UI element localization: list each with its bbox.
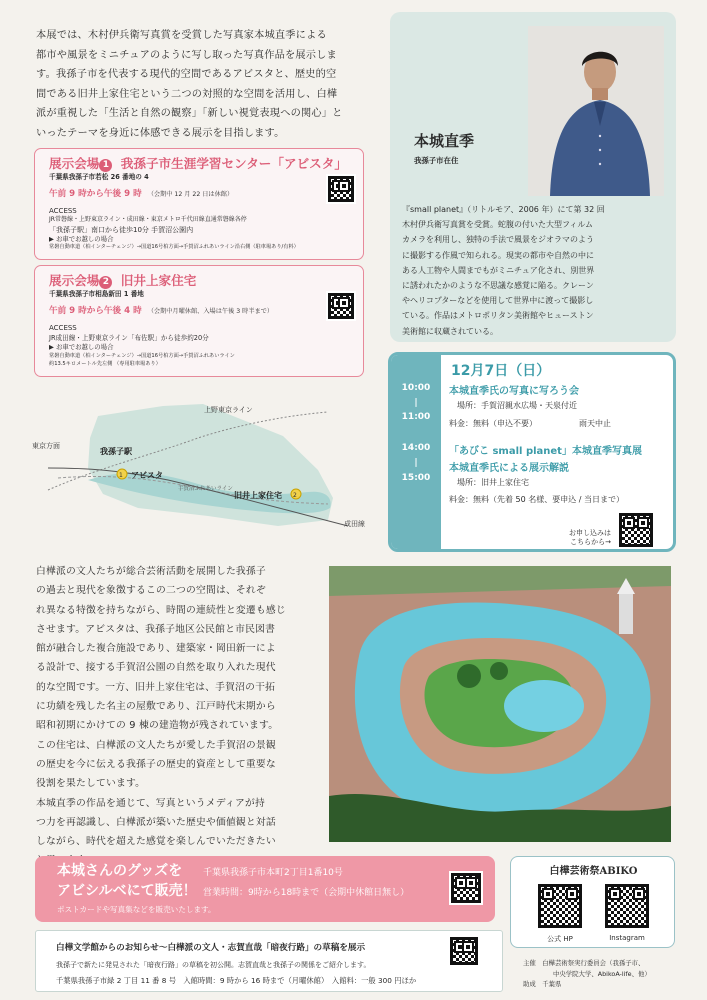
venue-1-address: 千葉県我孫子市若松 26 番地の 4	[49, 173, 149, 181]
festival-box	[510, 856, 675, 948]
event-2-fee: 料金：無料（先着 50 名様、要申込 / 当日まで）	[449, 495, 625, 504]
map-marker-2-num: 2	[293, 492, 297, 499]
official-hp-qr-code[interactable]	[538, 884, 582, 928]
venue-1-hours: 午前 9 時から午後 9 時 （会期中 12 月 22 日は休館）	[49, 189, 234, 199]
event-apply-qr-code[interactable]	[619, 513, 653, 547]
goods-title-2: アビシルベにて販売！	[57, 883, 197, 899]
artist-bio: 『small planet』（リトルモア、2006 年）にて第 32 回 木村伊兵衛写真賞を受賞。蛇腹の付いた大型フィルム カメラを利用し、独特の手法で風景をジオラマのよう に撮影する作風で知られる。現実の都市や自然の中に ある人工物や人間までもがミニチュア化され、別世界 に誘われたかのような不思議な感覚に陥る。クレーン やヘリコプターなどを使用して世界中に渡って撮影し ている。作品はメトロポリタン美術館やヒューストン 美術館に収蔵されている。	[402, 205, 605, 336]
event-2-title-1: 「あびこ small planet」本城直季写真展	[449, 446, 642, 457]
venue-1-card	[34, 148, 364, 260]
event-1-rain: 雨天中止	[579, 419, 611, 428]
map-label-tokyo: 東京方面	[32, 442, 60, 450]
artist-profile	[390, 12, 676, 342]
credits: 主催 白樺芸術祭実行委員会（我孫子市、 中央学院大学、AbikoA-life、他） 助成 千葉県	[523, 959, 651, 988]
event-1-place: 場所：手賀沼親水広場・天泉付近	[457, 401, 577, 410]
goods-title-1: 本城さんのグッズを	[57, 863, 183, 879]
event-2-place: 場所：旧井上家住宅	[457, 478, 529, 487]
venue-2-hours: 午前 9 時から午後 4 時 （会期中月曜休館、入場は午後 3 時半まで）	[49, 306, 274, 316]
venue-2-title: 展示会場 2 旧井上家住宅	[49, 273, 197, 288]
event-1-start: 10:00	[401, 383, 431, 393]
map-label-ueno-tokyo-line: 上野東京ライン	[204, 406, 253, 414]
event-date: 12月7日（日）	[451, 363, 551, 379]
event-1-title: 本城直季氏の写真に写ろう会	[449, 386, 579, 397]
notice-title: 白樺文学館からのお知らせ～白樺派の文人・志賀直哉「暗夜行路」の草稿を展示	[56, 943, 366, 953]
event-2-title-2: 本城直季氏による展示解説	[449, 463, 569, 474]
venue-2-card	[34, 265, 364, 377]
event-2-start: 14:00	[401, 443, 431, 453]
apply-note: お申し込みは こちらから→	[569, 529, 611, 546]
artist-residence: 我孫子市在住	[414, 156, 459, 165]
instagram-label: Instagram	[609, 934, 645, 942]
notice-line-1: 我孫子で新たに発見された「暗夜行路」の草稿を初公開。志賀直哉と我孫子の関係をご紹介します。	[56, 961, 371, 969]
intro-text: 本展では、木村伊兵衛写真賞を受賞した写真家本城直季による 都市や風景をミニチュアのように写し取った写真作品を展示しま す。我孫子市を代表する現代的空間であるアビスタと、歴史的空 間である旧井上家住宅という二つの対照的な空間を活用し、白樺 派が重視した「生活と自然の観察」「新しい視覚表現への関心」と いったテーマを身近に体感できる展示を目指します。	[36, 30, 343, 139]
venue-2-access: ACCESS JR成田線・上野東京ライン「布佐駅」から徒歩約20分 ▶ お車でお越しの場合 常磐自動車道（柏インターチェンジ）→国道16号柏方面→手賀沼ふれあいライン 約13.5キロメートル先左側 （専用駐車場あり）	[49, 324, 235, 367]
artist-name: 本城直季	[414, 132, 475, 150]
goods-qr-code[interactable]	[451, 873, 481, 903]
artist-portrait	[528, 26, 664, 196]
official-hp-label: 公式 HP	[547, 935, 573, 943]
map-label-narita: 成田線	[344, 520, 365, 528]
venue-1-title: 展示会場 1 我孫子市生涯学習センター「アビスタ」	[49, 156, 347, 171]
event-1-end: 11:00	[401, 412, 431, 422]
venue-1-qr-code[interactable]	[328, 176, 354, 202]
goods-banner	[35, 856, 495, 922]
instagram-qr-code[interactable]	[605, 884, 649, 928]
venue-1-access: ACCESS JR常磐線・上野東京ライン・成田線・東京メトロ千代田線直通常磐線各停 「我孫子駅」南口から徒歩10分 手賀沼公園内 ▶ お車でお越しの場合 常磐自動車道（柏インターチェンジ）→国道16号柏方面→手賀沼ふれあいライン沿右側（駐車場あり/有料）	[49, 207, 299, 250]
goods-description: ポストカードや写真集などを販売いたします。	[57, 905, 216, 914]
event-schedule	[388, 352, 676, 552]
event-2-separator: |	[414, 458, 418, 468]
festival-title: 白樺芸術祭ABIKO	[549, 866, 638, 877]
literature-museum-notice	[35, 930, 503, 992]
access-map	[28, 398, 378, 532]
map-label-road: 手賀沼ふれあいライン	[178, 486, 233, 492]
venue-2-address: 千葉県我孫子市相島新田 1 番地	[49, 290, 144, 298]
goods-address: 千葉県我孫子市本町2丁目1番10号	[203, 868, 343, 878]
notice-line-2: 千葉県我孫子市緑 2 丁目 11 番 8 号 入館時間：9 時から 16 時まで（月曜休館） 入館料：一般 300 円ほか	[56, 976, 417, 985]
event-1-fee: 料金：無料（申込不要）	[449, 419, 537, 428]
map-label-abista: アビスタ	[131, 471, 163, 480]
map-marker-1-num: 1	[119, 472, 123, 479]
event-1-separator: |	[414, 398, 418, 408]
goods-hours: 営業時間：9時から18時まで（会期中休館日無し）	[203, 888, 410, 898]
body-text: 白樺派の文人たちが総合芸術活動を展開した我孫子 の過去と現代を象徴するこの二つの空間は、それぞ れ異なる特徴を持ちながら、時間の連続性と変遷も感じ させます。アビスタは、我孫子地区公民館と市民図書 館が融合した複合施設であり、建築家・岡田新一によ る設計で、接する手賀沼公園の自然を取り入れた現代 的な空間です。一方、旧井上家住宅は、手賀沼の干拓 に功績を残した名主の屋敷であり、江戸時代末期から 昭和初期にかけての 9 棟の建造物が残されています。 この住宅は、白樺派の文人たちが愛した手賀沼の景観 の歴史を今に伝える我孫子の歴史的資産として重要な 役割を果たしています。 本城直季の作品を通じて、写真というメディアが持 つ力を再認識し、白樺派が築いた歴史や価値観と対話 しながら、時代を超えた感覚を楽しんでいただきたい	[36, 566, 286, 848]
venue-2-qr-code[interactable]	[328, 293, 354, 319]
miniature-pool-photo	[329, 566, 671, 842]
event-2-end: 15:00	[401, 473, 431, 483]
map-label-house: 旧井上家住宅	[234, 491, 282, 500]
map-label-station: 我孫子駅	[100, 447, 132, 456]
notice-qr-code[interactable]	[450, 937, 478, 965]
